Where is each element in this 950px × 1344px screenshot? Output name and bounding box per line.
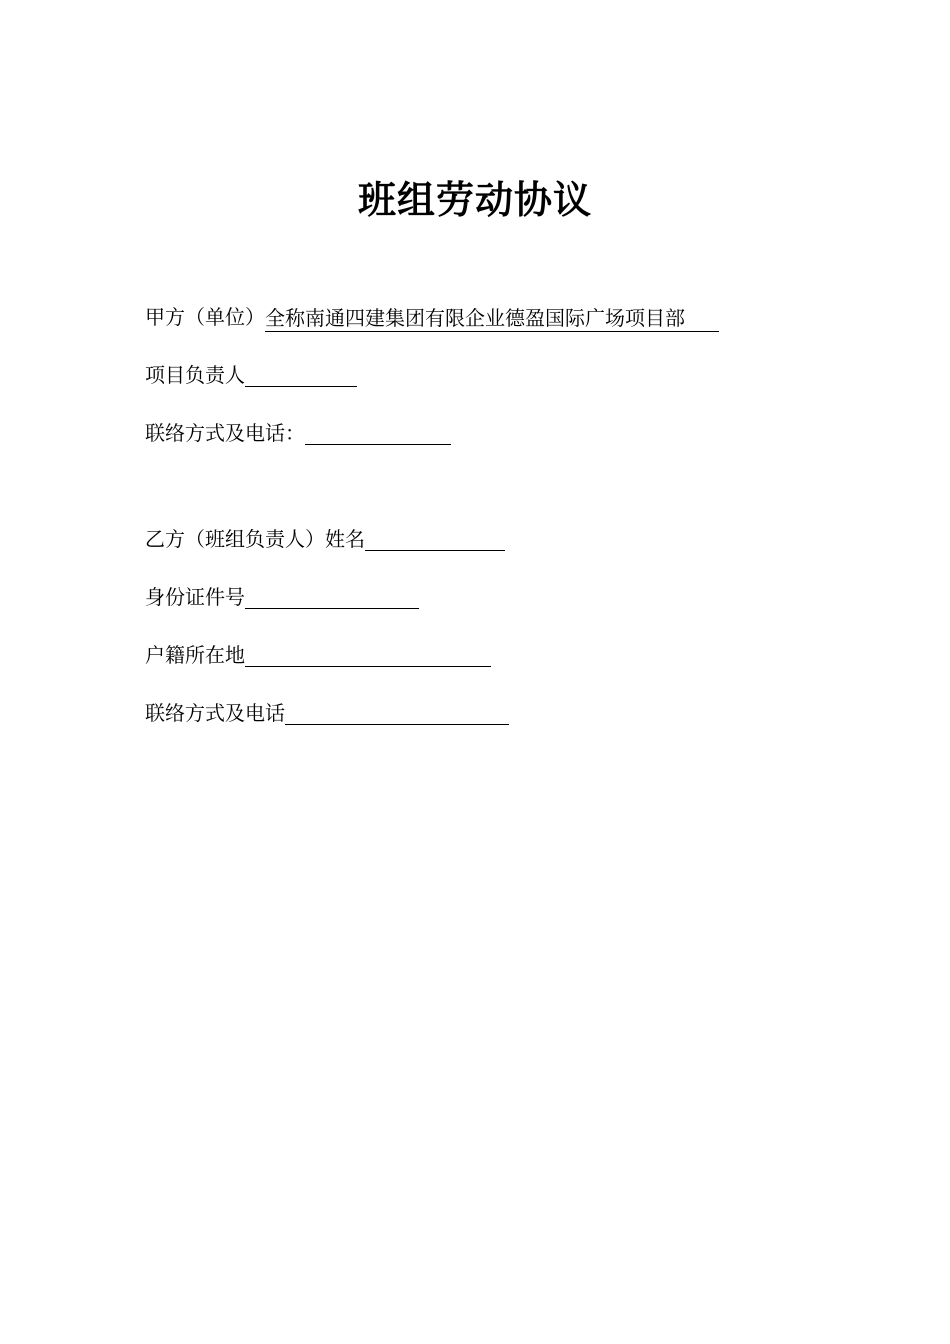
party-a-name-field[interactable]: 全称南通四建集团有限企业德盈国际广场项目部 <box>265 305 719 332</box>
project-manager-label: 项目负责人 <box>145 363 245 387</box>
party-a-line <box>145 302 719 332</box>
document-title: 班组劳动协议 <box>357 177 592 222</box>
party-b-contact-line <box>145 698 509 728</box>
id-number-line <box>145 582 419 612</box>
hukou-field[interactable] <box>245 642 491 667</box>
party-a-contact-line <box>145 418 451 448</box>
party-b-contact-label: 联络方式及电话 <box>145 701 285 725</box>
hukou-label: 户籍所在地 <box>145 643 245 667</box>
party-b-name-line <box>145 524 505 554</box>
project-manager-field[interactable] <box>245 362 357 387</box>
party-b-contact-field[interactable] <box>285 700 509 725</box>
party-b-name-field[interactable] <box>365 526 505 551</box>
id-number-label: 身份证件号 <box>145 585 245 609</box>
party-b-name-label: 乙方（班组负责人）姓名 <box>145 527 365 551</box>
project-manager-line <box>145 360 357 390</box>
hukou-line <box>145 640 491 670</box>
party-a-label: 甲方（单位） <box>145 305 265 329</box>
party-a-contact-field[interactable] <box>305 420 451 445</box>
party-a-contact-label: 联络方式及电话： <box>145 421 305 445</box>
id-number-field[interactable] <box>245 584 419 609</box>
